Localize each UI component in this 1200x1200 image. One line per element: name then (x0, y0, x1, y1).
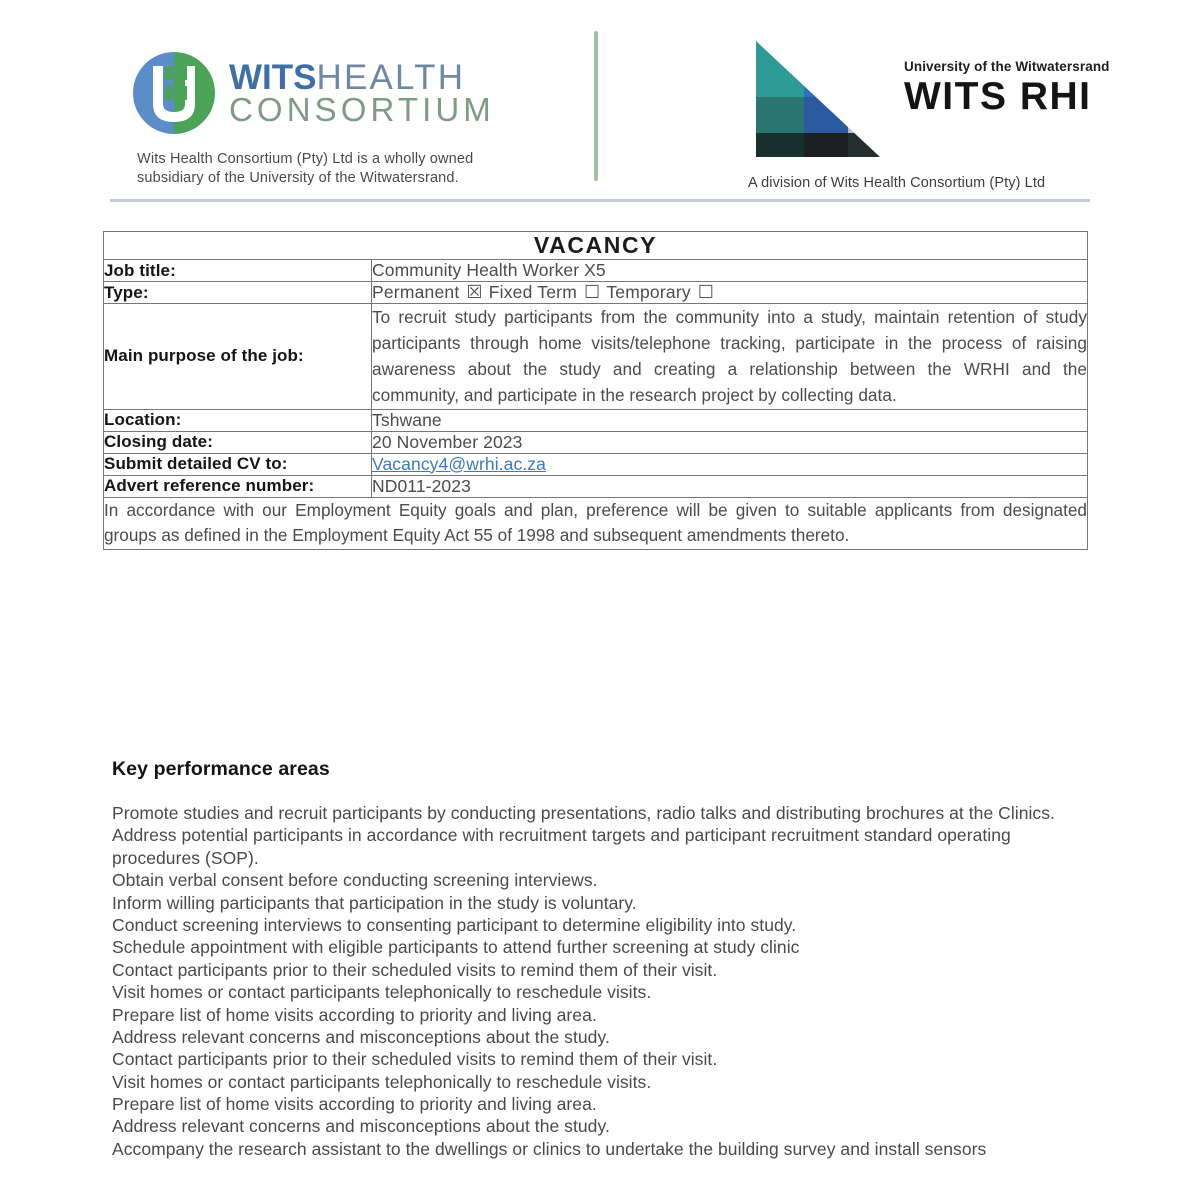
header-vertical-divider (594, 31, 598, 181)
whc-wordmark-wits: WITS (229, 57, 317, 97)
value-cell-main-purpose (372, 304, 1088, 410)
kpa-list-item: Address relevant concerns and misconceptions about the study. (112, 1116, 610, 1137)
value-cell-type (372, 282, 1088, 304)
kpa-list-item: Promote studies and recruit participants by conducting presentations, radio talks and distributing brochures at the Clinics. (112, 803, 1055, 823)
vacancy-table (103, 231, 1088, 550)
kpa-list-item: Address potential participants in accordance with recruitment targets and participant recruitment standard operating procedures (SOP). (112, 825, 1011, 868)
checkbox-fixed-term[interactable]: ☐ (583, 282, 601, 302)
type-option-label-temporary: Temporary (606, 282, 691, 302)
label-submit-cv: Submit detailed CV to: (104, 454, 288, 474)
table-row-location (104, 409, 1088, 431)
kpa-heading: Key performance areas (112, 758, 330, 780)
wits-rhi-logo-block (748, 33, 1110, 191)
table-row-type (104, 282, 1088, 304)
whc-tagline-line-1: Wits Health Consortium (Pty) Ltd is a wholly owned (137, 151, 474, 167)
wits-rhi-wordmark (904, 59, 1110, 118)
vacancy-title-cell (104, 232, 1088, 260)
label-main-purpose: Main purpose of the job: (104, 346, 304, 366)
label-cell-advert-reference (104, 475, 372, 497)
whc-wordmark-consortium: CONSORTIUM (229, 90, 495, 128)
value-cell-submit-cv (372, 453, 1088, 475)
value-job-title: Community Health Worker X5 (372, 260, 606, 280)
wits-health-consortium-logo-block (133, 52, 563, 187)
kpa-list-item: Prepare list of home visits according to priority and living area. (112, 1094, 597, 1115)
label-type: Type: (104, 282, 149, 302)
whc-tagline-line-2: subsidiary of the University of the Witwatersrand. (137, 169, 459, 186)
document-header (0, 0, 1200, 205)
kpa-list-item: Accompany the research assistant to the dwellings or clinics to undertake the building survey and install sensors (112, 1138, 987, 1159)
table-row-advert-reference (104, 475, 1088, 497)
type-option-label-fixed-term: Fixed Term (488, 282, 577, 302)
kpa-list-item: Contact participants prior to their scheduled visits to remind them of their visit. (112, 1049, 718, 1070)
value-main-purpose: To recruit study participants from the community into a study, maintain retention of study participants through home visits/telephone tracking, participate in the process of raising awareness about the study and creating a relationship between the WRHI and the community, and participate in the research project by collecting data. (372, 307, 1087, 406)
table-row-equity-note (104, 497, 1088, 550)
label-cell-submit-cv (104, 453, 372, 475)
kpa-list-item: Address relevant concerns and misconceptions about the study. (112, 1026, 610, 1047)
label-advert-reference: Advert reference number: (104, 476, 315, 496)
label-location: Location: (104, 410, 182, 430)
whc-wordmark (229, 57, 495, 128)
value-cell-closing-date (372, 431, 1088, 453)
label-cell-main-purpose (104, 304, 372, 410)
label-cell-closing-date (104, 431, 372, 453)
whc-circle-logo-icon (133, 52, 215, 134)
wits-rhi-tagline: A division of Wits Health Consortium (Pty) Ltd (748, 175, 1046, 191)
whc-tagline (137, 150, 563, 187)
value-cell-location (372, 409, 1088, 431)
kpa-list-item: Prepare list of home visits according to priority and living area. (112, 1004, 597, 1025)
label-cell-job-title (104, 260, 372, 282)
kpa-list-item: Visit homes or contact participants telephonically to reschedule visits. (112, 982, 652, 1003)
kpa-list-item: Contact participants prior to their scheduled visits to remind them of their visit. (112, 959, 718, 980)
table-row-job-title (104, 260, 1088, 282)
table-row-submit-cv (104, 453, 1088, 475)
checkbox-temporary[interactable]: ☐ (697, 282, 715, 302)
key-performance-areas-section (112, 758, 1087, 1160)
label-cell-location (104, 409, 372, 431)
wits-rhi-university-line: University of the Witwatersrand (904, 59, 1110, 74)
equity-note-text: In accordance with our Employment Equity goals and plan, preference will be given to suitable applicants from designated groups as defined in the Employment Equity Act 55 of 1998 and subsequent amendments thereto. (104, 499, 1087, 546)
wits-rhi-name: WITS RHI (904, 75, 1092, 118)
table-row-title (104, 232, 1088, 260)
kpa-list (112, 802, 1087, 1160)
label-closing-date: Closing date: (104, 432, 213, 452)
kpa-list-item: Schedule appointment with eligible participants to attend further screening at study clinic (112, 937, 800, 958)
whc-wordmark-health: HEALTH (316, 57, 466, 97)
equity-note-cell (104, 497, 1088, 550)
kpa-list-item: Conduct screening interviews to consenting participant to determine eligibility into study. (112, 914, 797, 935)
employment-type-options (372, 282, 720, 302)
email-link-vacancy[interactable]: Vacancy4@wrhi.ac.za (372, 453, 546, 474)
value-location: Tshwane (372, 409, 442, 430)
label-cell-type (104, 282, 372, 304)
value-closing-date: 20 November 2023 (372, 431, 523, 452)
vacancy-title: VACANCY (533, 232, 658, 258)
value-advert-reference: ND011-2023 (372, 475, 471, 496)
table-row-closing-date (104, 431, 1088, 453)
kpa-list-item: Inform willing participants that participation in the study is voluntary. (112, 892, 637, 913)
kpa-list-item: Visit homes or contact participants telephonically to reschedule visits. (112, 1071, 652, 1092)
table-row-main-purpose (104, 304, 1088, 410)
checkbox-permanent[interactable]: ☒ (466, 282, 483, 302)
header-horizontal-rule (110, 199, 1090, 202)
label-job-title: Job title: (104, 260, 176, 280)
type-option-label-permanent: Permanent (372, 282, 460, 302)
kpa-list-item: Obtain verbal consent before conducting screening interviews. (112, 870, 598, 891)
value-cell-advert-reference (372, 475, 1088, 497)
value-cell-job-title (372, 260, 1088, 282)
wits-rhi-triangle-logo-icon (748, 33, 886, 165)
